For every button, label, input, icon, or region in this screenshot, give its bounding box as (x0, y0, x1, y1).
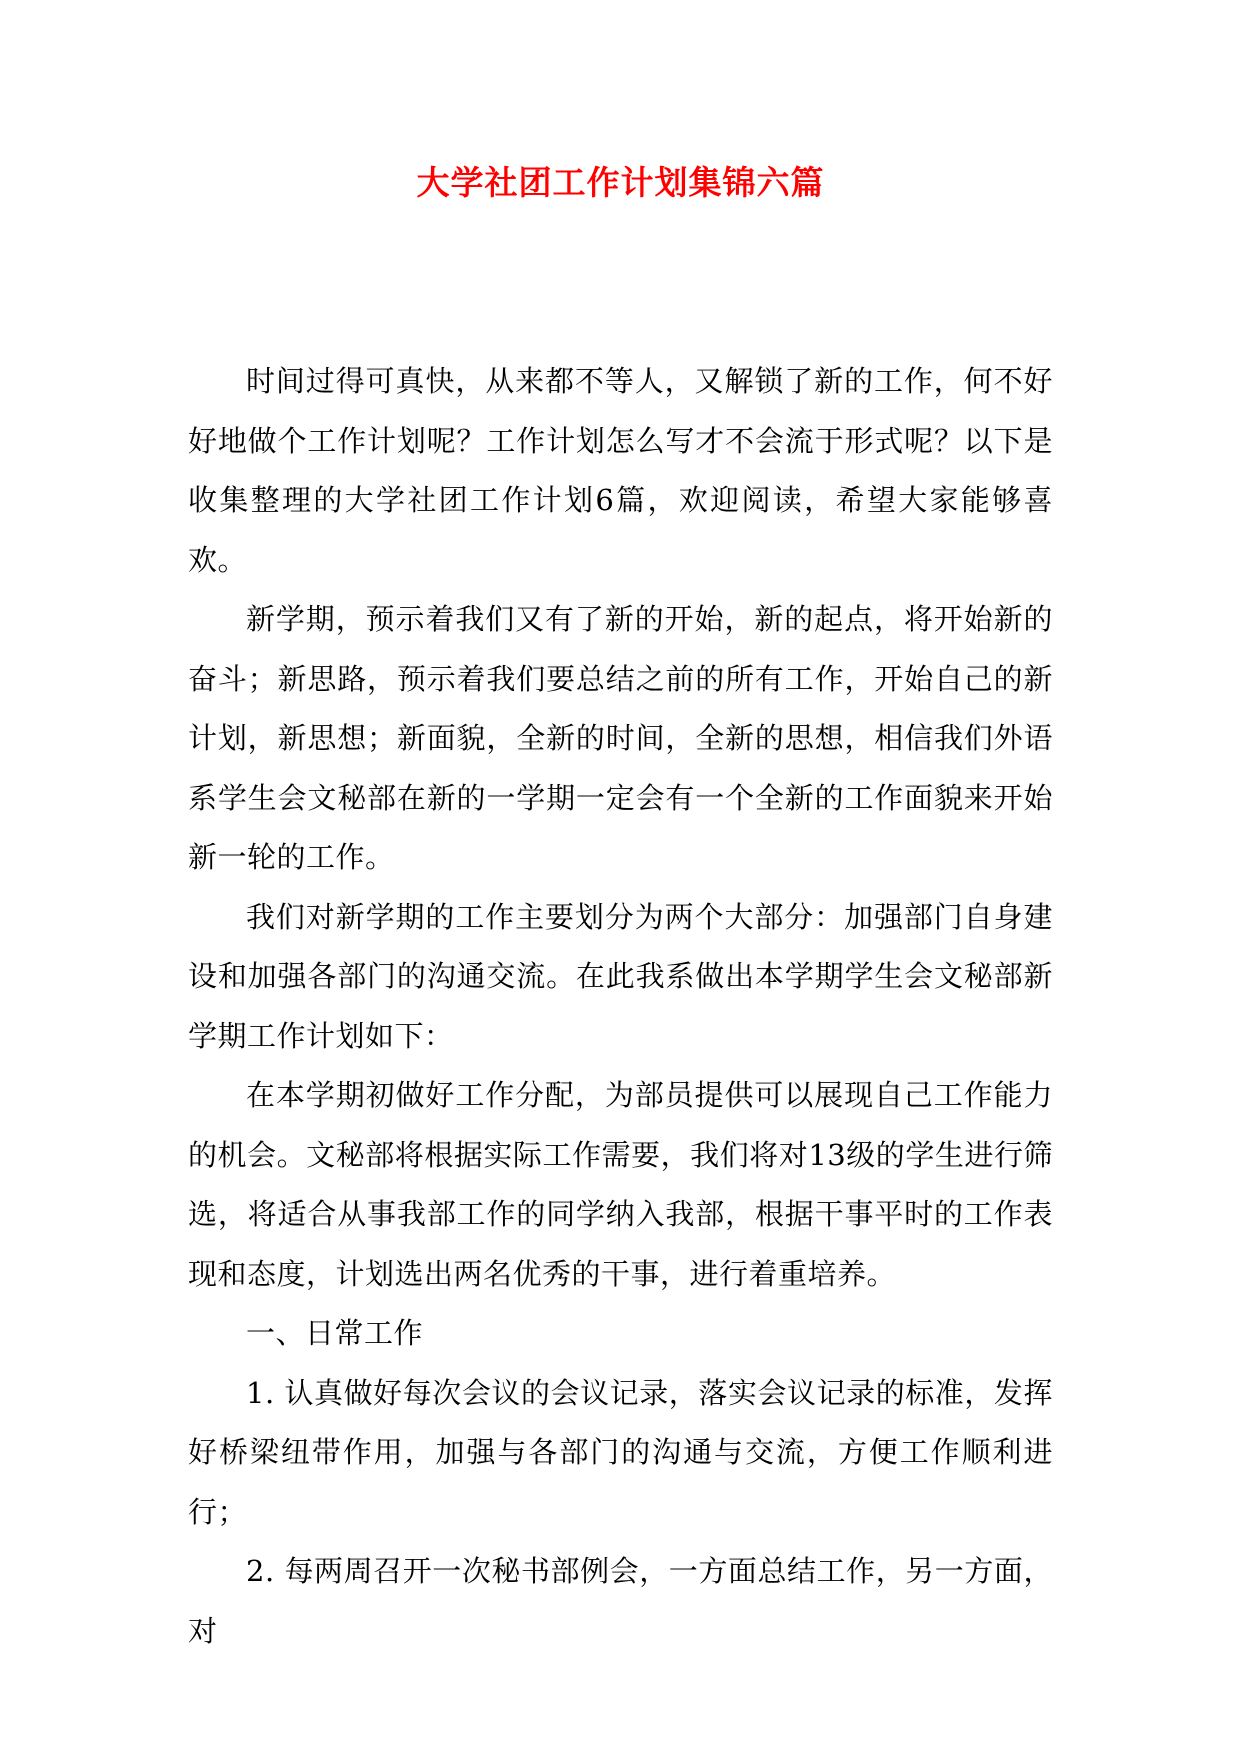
document-title: 大学社团工作计划集锦六篇 (416, 163, 825, 202)
paragraph-work-division: 我们对新学期的工作主要划分为两个大部分：加强部门自身建设和加强各部门的沟通交流。在此我系做出本学期学生会文秘部新学期工作计划如下： (188, 899, 1053, 1053)
list-item-2: 2. 每两周召开一次秘书部例会，一方面总结工作，另一方面，对 (188, 1554, 1053, 1648)
list-item-1: 1. 认真做好每次会议的会议记录，落实会议记录的标准，发挥好桥梁纽带作用，加强与各部门的沟通与交流，方便工作顺利进行； (188, 1375, 1053, 1529)
section-heading-daily-work: 一、日常工作 (246, 1316, 424, 1350)
paragraph-work-assignment: 在本学期初做好工作分配，为部员提供可以展现自己工作能力的机会。文秘部将根据实际工作需要，我们将对13级的学生进行筛选，将适合从事我部工作的同学纳入我部，根据干事平时的工作表现和态度，计划选出两名优秀的干事，进行着重培养。 (188, 1078, 1053, 1291)
paragraph-new-semester: 新学期，预示着我们又有了新的开始，新的起点，将开始新的奋斗；新思路，预示着我们要总结之前的所有工作，开始自己的新计划，新思想；新面貌，全新的时间，全新的思想，相信我们外语系学生会文秘部在新的一学期一定会有一个全新的工作面貌来开始新一轮的工作。 (188, 602, 1053, 874)
paragraph-intro: 时间过得可真快，从来都不等人，又解锁了新的工作，何不好好地做个工作计划呢？工作计划怎么写才不会流于形式呢？以下是收集整理的大学社团工作计划6篇，欢迎阅读，希望大家能够喜欢。 (188, 364, 1053, 577)
document-body (188, 352, 1053, 1661)
